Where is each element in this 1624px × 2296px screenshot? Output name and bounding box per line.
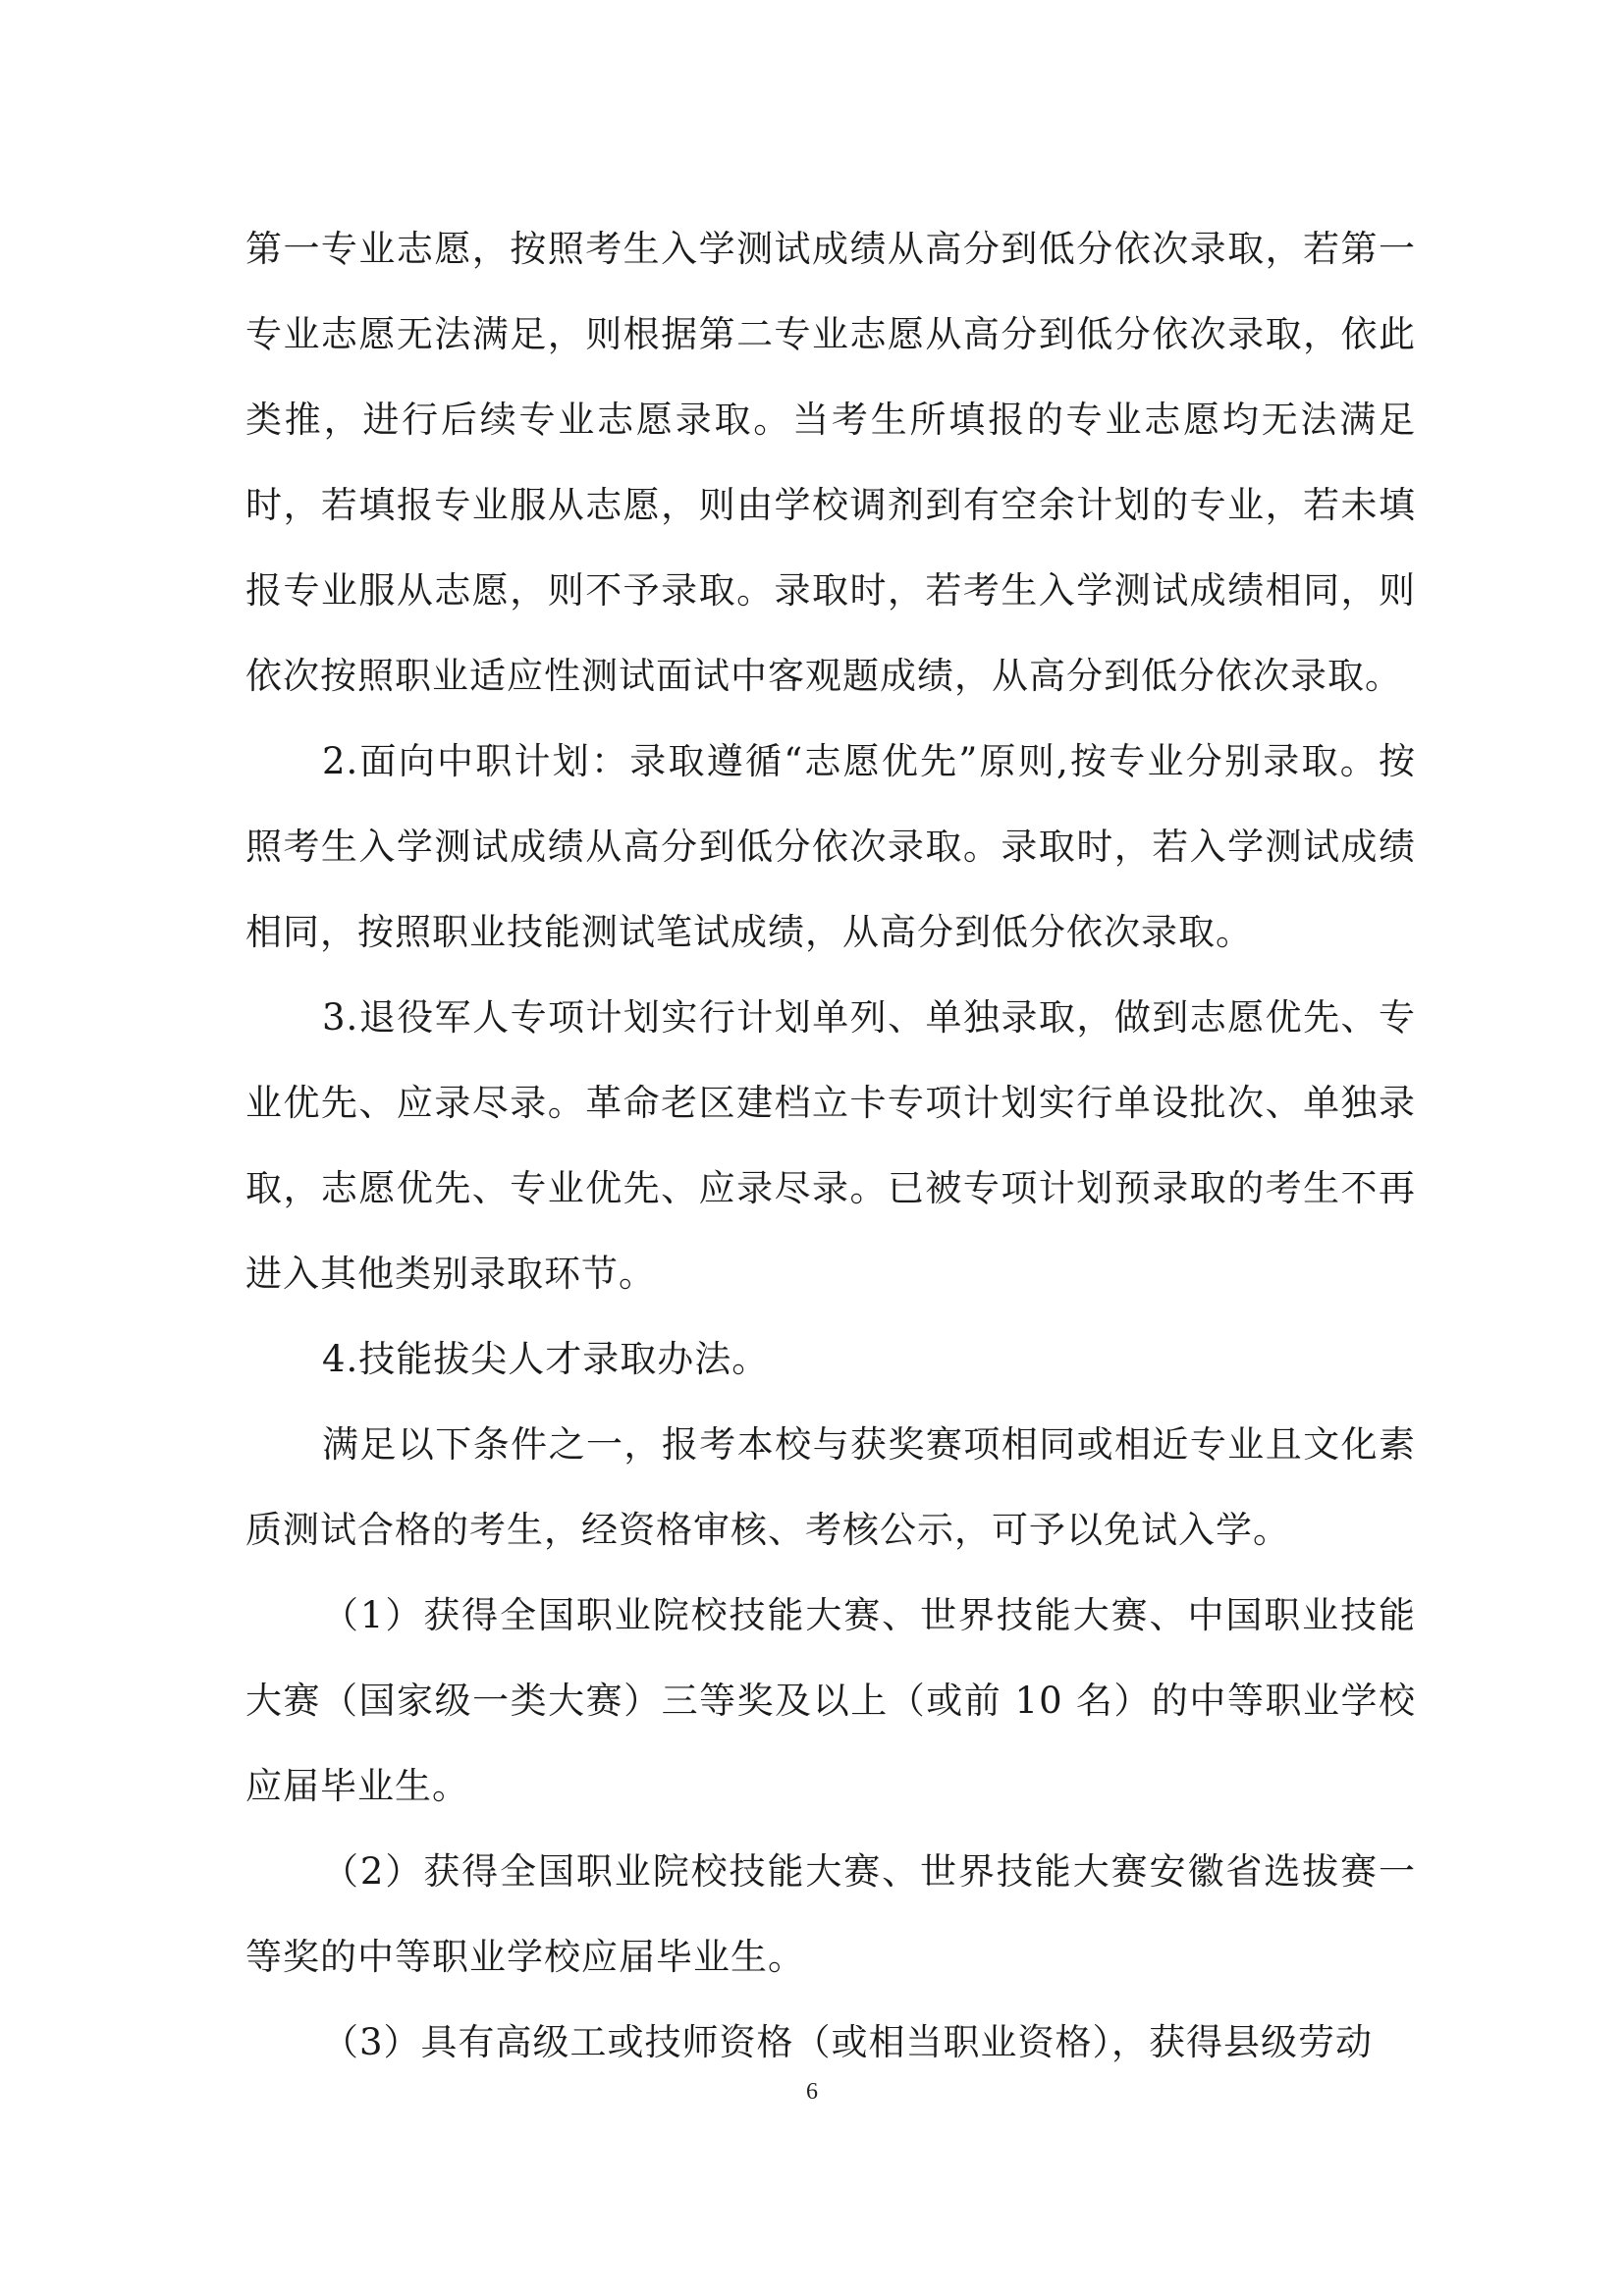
paragraph-exemption-conditions: 满足以下条件之一，报考本校与获奖赛项相同或相近专业且文化素质测试合格的考生，经资格审核、考核公示，可予以免试入学。	[245, 1423, 1416, 1551]
document-body	[245, 206, 1416, 2085]
paragraph-continued-admission-rules: 第一专业志愿，按照考生入学测试成绩从高分到低分依次录取，若第一专业志愿无法满足，则根据第二专业志愿从高分到低分依次录取，依此类推，进行后续专业志愿录取。当考生所填报的专业志愿均无法满足时，若填报专业服从志愿，则由学校调剂到有空余计划的专业，若未填报专业服从志愿，则不予录取。录取时，若考生入学测试成绩相同，则依次按照职业适应性测试面试中客观题成绩，从高分到低分依次录取。	[245, 228, 1416, 697]
paragraph-condition-2: （2）获得全国职业院校技能大赛、世界技能大赛安徽省选拔赛一等奖的中等职业学校应届毕业生。	[245, 1850, 1416, 1978]
paragraph-condition-1: （1）获得全国职业院校技能大赛、世界技能大赛、中国职业技能大赛（国家级一类大赛）三等奖及以上（或前 10 名）的中等职业学校应届毕业生。	[245, 1594, 1416, 1807]
paragraph-secondary-vocational-plan: 2.面向中职计划：录取遵循“志愿优先”原则,按专业分别录取。按照考生入学测试成绩从高分到低分依次录取。录取时，若入学测试成绩相同，按照职业技能测试笔试成绩，从高分到低分依次录取。	[245, 740, 1416, 953]
paragraph-veterans-special-plan: 3.退役军人专项计划实行计划单列、单独录取，做到志愿优先、专业优先、应录尽录。革命老区建档立卡专项计划实行单设批次、单独录取，志愿优先、专业优先、应录尽录。已被专项计划预录取的考生不再进入其他类别录取环节。	[245, 996, 1416, 1295]
page-number: 6	[806, 2079, 818, 2105]
paragraph-condition-3: （3）具有高级工或技师资格（或相当职业资格），获得县级劳动	[322, 2021, 1374, 2063]
paragraph-skill-talent-heading: 4.技能拔尖人才录取办法。	[322, 1338, 770, 1380]
